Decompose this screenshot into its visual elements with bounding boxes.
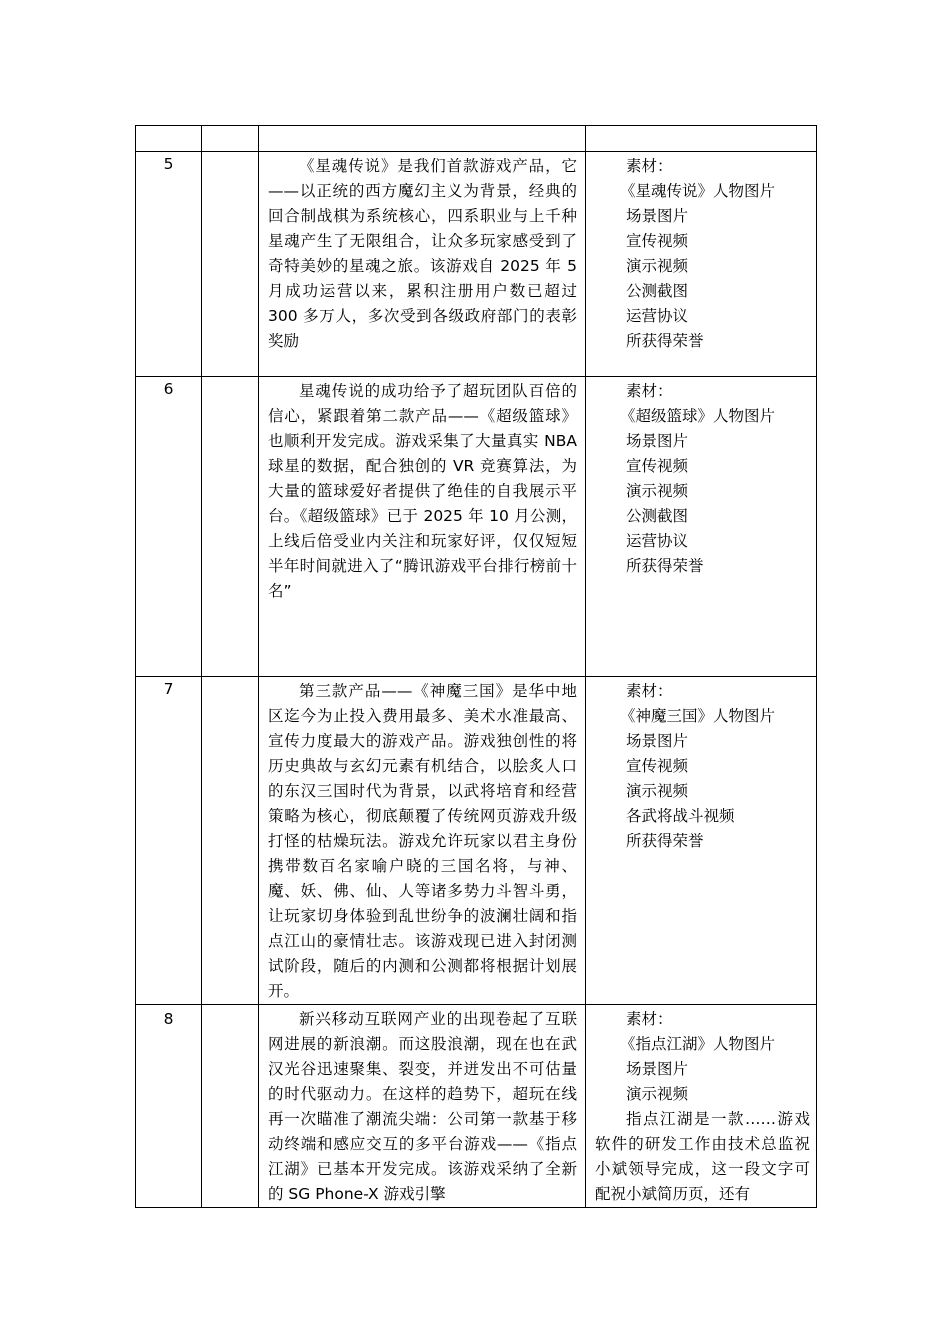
description-text: 《星魂传说》是我们首款游戏产品，它——以正统的西方魔幻主义为背景，经典的回合制战棋为系统核心，四系职业与上千种星魂产生了无限组合，让众多玩家感受到了奇特美妙的星魂之旅。该游戏自 2025 年 5 月成功运营以来，累积注册用户数已超过 300 多万人，多次受到各级政府部门的表彰奖励 [268,157,577,350]
materials-item: 运营协议 [626,307,689,325]
materials-item: 公测截图 [626,507,689,525]
row-number: 8 [136,1005,202,1208]
table-row [136,1005,817,1208]
materials-item: 素材： [626,157,673,175]
materials-item: 场景图片 [626,1060,689,1078]
materials-item: 《指点江湖》人物图片 [620,1035,776,1053]
description-cell [259,377,586,677]
empty-cell [202,377,259,677]
materials-item: 场景图片 [626,207,689,225]
materials-item: 宣传视频 [626,457,689,475]
materials-item: 各武将战斗视频 [626,807,735,825]
table-row [136,377,817,677]
row-number: 6 [136,377,202,677]
table-row [136,677,817,1005]
description-text: 第三款产品——《神魔三国》是华中地区迄今为止投入费用最多、美术水准最高、宣传力度最大的游戏产品。游戏独创性的将历史典故与玄幻元素有机结合，以脍炙人口的东汉三国时代为背景，以武将培育和经营策略为核心，彻底颠覆了传统网页游戏升级打怪的枯燥玩法。游戏允许玩家以君主身份携带数百名家喻户晓的三国名将，与神、魔、妖、佛、仙、人等诸多势力斗智斗勇，让玩家切身体验到乱世纷争的波澜壮阔和指点江山的豪情壮志。该游戏现已进入封闭测试阶段，随后的内测和公测都将根据计划展开。 [268,682,577,1000]
materials-item: 《超级篮球》人物图片 [620,407,776,425]
materials-item: 场景图片 [626,732,689,750]
materials-item: 素材： [626,382,673,400]
materials-cell [586,377,817,677]
materials-cell [586,677,817,1005]
description-text: 新兴移动互联网产业的出现卷起了互联网进展的新浪潮。而这股浪潮，现在也在武汉光谷迅速聚集、裂变，并迸发出不可估量的时代驱动力。在这样的趋势下，超玩在线再一次瞄准了潮流尖端：公司第一款基于移动终端和感应交互的多平台游戏——《指点江湖》已基本开发完成。该游戏采纳了全新的 SG Phone-X 游戏引擎 [268,1010,577,1203]
empty-cell [202,152,259,377]
materials-item: 运营协议 [626,532,689,550]
row-number: 5 [136,152,202,377]
materials-item: 《星魂传说》人物图片 [620,182,776,200]
materials-item: 所获得荣誉 [626,832,704,850]
materials-item: 所获得荣誉 [626,332,704,350]
table-header-row [136,126,817,152]
materials-item: 演示视频 [626,482,689,500]
description-text: 星魂传说的成功给予了超玩团队百倍的信心，紧跟着第二款产品——《超级篮球》也顺利开发完成。游戏采集了大量真实 NBA 球星的数据，配合独创的 VR 竞赛算法，为大量的篮球爱好者提供了绝佳的自我展示平台。《超级篮球》已于 2025 年 10 月公测，上线后倍受业内关注和玩家好评，仅仅短短半年时间就进入了“腾讯游戏平台排行榜前十名” [268,382,577,600]
material-note: 指点江湖是一款……游戏软件的研发工作由技术总监祝小斌领导完成，这一段文字可配祝小斌简历页，还有 [595,1110,810,1203]
materials-item: 宣传视频 [626,757,689,775]
content-table [135,125,817,1208]
materials-item: 素材： [626,1010,673,1028]
row-number: 7 [136,677,202,1005]
header-cell [259,126,586,152]
materials-item: 公测截图 [626,282,689,300]
header-cell [136,126,202,152]
description-cell [259,152,586,377]
materials-item: 素材： [626,682,673,700]
materials-item: 演示视频 [626,782,689,800]
materials-item: 宣传视频 [626,232,689,250]
materials-cell [586,1005,817,1208]
table-row [136,152,817,377]
description-cell [259,677,586,1005]
header-cell [586,126,817,152]
materials-item: 《神魔三国》人物图片 [620,707,776,725]
materials-item: 所获得荣誉 [626,557,704,575]
materials-cell [586,152,817,377]
empty-cell [202,1005,259,1208]
description-cell [259,1005,586,1208]
materials-item: 演示视频 [626,1085,689,1103]
empty-cell [202,677,259,1005]
materials-item: 演示视频 [626,257,689,275]
materials-item: 场景图片 [626,432,689,450]
header-cell [202,126,259,152]
